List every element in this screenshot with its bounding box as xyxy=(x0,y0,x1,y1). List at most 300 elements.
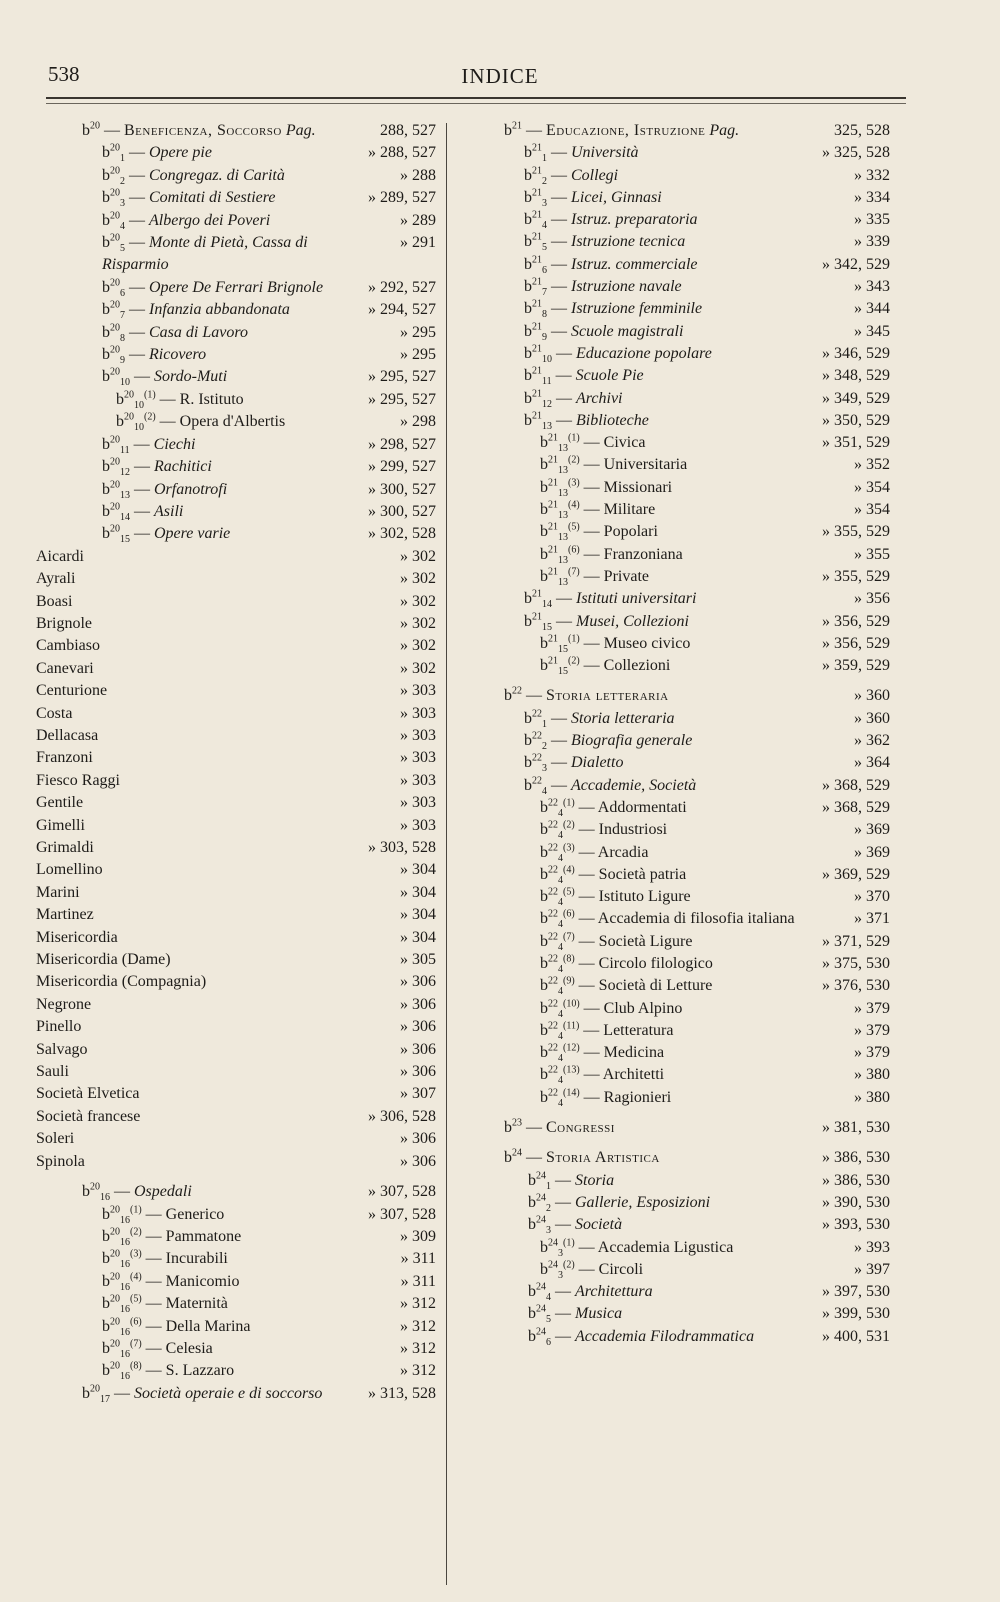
entry-code-sub: 17 xyxy=(100,1393,110,1405)
entry-pages: » 351, 529 xyxy=(822,434,890,452)
entry-code-suffix: (4) xyxy=(563,864,575,876)
entry-title: Maternità xyxy=(165,1295,228,1313)
entry-code-sup: 20 xyxy=(110,187,120,199)
entry-code-sup: 20 xyxy=(110,479,120,491)
index-entry xyxy=(36,815,436,837)
entry-code: b xyxy=(524,612,532,630)
entry-pages: » 393 xyxy=(854,1238,890,1256)
entry-code-suffix: (10) xyxy=(563,998,580,1010)
entry-pages: » 300, 527 xyxy=(368,502,436,520)
entry-title: Grimaldi xyxy=(36,839,94,856)
entry-code-sup: 22 xyxy=(548,842,558,854)
entry-code-sup: 24 xyxy=(548,1259,558,1271)
entry-pages: » 309 xyxy=(400,1227,436,1245)
entry-label xyxy=(36,1063,69,1080)
entry-title: Comitati di Sestiere xyxy=(149,189,276,207)
entry-pages: » 289, 527 xyxy=(368,189,436,207)
entry-pages: » 344 xyxy=(854,300,890,318)
entry-code-sup: 21 xyxy=(548,522,558,534)
entry-pages: » 356, 529 xyxy=(822,634,890,652)
entry-label xyxy=(540,819,668,842)
entry-code-sub: 4 xyxy=(558,1097,563,1109)
index-entry xyxy=(36,1338,436,1360)
entry-pages: » 332 xyxy=(854,166,890,184)
entry-code: b xyxy=(524,732,532,750)
entry-code-sub: 13 xyxy=(558,554,568,566)
entry-pages: » 349, 529 xyxy=(822,389,890,407)
entry-pages: » 291 xyxy=(400,234,436,252)
entry-code-sup: 21 xyxy=(548,432,558,444)
entry-dash: — xyxy=(522,1119,546,1137)
entry-dash: — xyxy=(110,1384,134,1402)
entry-label xyxy=(540,566,649,589)
entry-label xyxy=(36,973,206,990)
index-entry xyxy=(500,931,890,953)
index-entry xyxy=(36,546,436,568)
entry-code-suffix: (6) xyxy=(568,544,580,556)
entry-pages: » 303 xyxy=(400,682,436,700)
entry-title: Albergo dei Poveri xyxy=(149,211,271,229)
entry-title: Congregaz. di Carità xyxy=(149,166,285,184)
entry-pages: » 380 xyxy=(854,1066,890,1084)
index-entry xyxy=(500,655,890,677)
entry-dash: — xyxy=(551,1327,575,1345)
entry-label xyxy=(540,1259,644,1282)
entry-code-sub: 10 xyxy=(120,377,130,389)
entry-code-sup: 24 xyxy=(536,1192,546,1204)
entry-pages: » 364 xyxy=(854,754,890,772)
entry-code-sub: 2 xyxy=(542,741,547,753)
entry-title: Universitaria xyxy=(603,456,688,474)
entry-code-sup: 22 xyxy=(548,909,558,921)
entry-label xyxy=(36,794,83,811)
entry-label xyxy=(36,772,120,789)
index-entry xyxy=(500,588,890,610)
entry-code: b xyxy=(102,502,110,520)
entry-code-sub: 4 xyxy=(542,785,547,797)
entry-label xyxy=(102,299,290,322)
entry-dash: — xyxy=(551,1193,575,1211)
entry-dash: — xyxy=(547,754,571,772)
entry-label xyxy=(36,906,94,923)
entry-code-sup: 21 xyxy=(532,388,542,400)
entry-code-sub: 4 xyxy=(558,919,563,931)
entry-title: Canevari xyxy=(36,659,94,677)
index-entry xyxy=(500,410,890,432)
index-entry xyxy=(500,566,890,588)
entry-dash: — xyxy=(579,1088,604,1106)
index-entry xyxy=(500,886,890,908)
entry-label xyxy=(36,1085,140,1102)
entry-label xyxy=(36,1153,85,1170)
entry-code: b xyxy=(524,188,532,206)
index-entry xyxy=(36,658,436,680)
entry-code-sub: 4 xyxy=(546,1292,551,1304)
index-entry xyxy=(500,1147,890,1169)
entry-title: Asili xyxy=(154,502,184,520)
entry-title: Società xyxy=(575,1216,623,1234)
entry-code-sup: 21 xyxy=(532,142,542,154)
entry-pages: » 381, 530 xyxy=(822,1119,890,1137)
entry-dash: — xyxy=(579,456,604,474)
entry-label xyxy=(528,1281,653,1304)
entry-title: Scuole magistrali xyxy=(571,322,684,340)
entry-code-sup: 21 xyxy=(532,410,542,422)
entry-title: Ricovero xyxy=(149,346,207,364)
entry-label xyxy=(116,411,286,434)
entry-label xyxy=(524,321,684,343)
entry-code-sub: 12 xyxy=(120,467,130,479)
entry-code-sub: 4 xyxy=(558,897,563,909)
entry-title: Gentile xyxy=(36,794,84,812)
index-entry xyxy=(500,752,890,774)
entry-pages: » 375, 530 xyxy=(822,954,890,972)
entry-title: Istituto Ligure xyxy=(598,888,691,906)
entry-code-sup: 21 xyxy=(532,611,542,623)
entry-code-sup: 21 xyxy=(532,209,542,221)
entry-title: Architetti xyxy=(602,1066,665,1084)
entry-code-suffix: (1) xyxy=(144,389,156,401)
entry-code-sup: 22 xyxy=(532,752,542,764)
entry-code-sub: 13 xyxy=(558,487,568,499)
entry-label xyxy=(102,210,271,232)
entry-title: Militare xyxy=(603,501,656,519)
entry-pages: » 386, 530 xyxy=(822,1149,890,1167)
entry-code-sup: 22 xyxy=(548,953,558,965)
entry-pages: » 302 xyxy=(400,592,436,610)
index-entry xyxy=(36,971,436,993)
entry-pages: » 335 xyxy=(854,211,890,229)
entry-code-sup: 22 xyxy=(548,1087,558,1099)
entry-pages: » 298, 527 xyxy=(368,435,436,453)
index-entry xyxy=(36,479,436,501)
entry-title: Brignole xyxy=(36,614,92,632)
entry-dash: — xyxy=(551,1305,575,1323)
entry-label xyxy=(524,165,619,187)
index-entry xyxy=(36,1271,436,1293)
entry-code-sup: 21 xyxy=(548,455,558,467)
entry-label xyxy=(102,1293,228,1316)
entry-pages: 288, 527 xyxy=(380,122,436,139)
entry-label xyxy=(102,1271,240,1293)
entry-code-sub: 13 xyxy=(558,465,568,477)
index-entry xyxy=(500,1087,890,1109)
entry-label xyxy=(102,1316,251,1338)
entry-code-sup: 20 xyxy=(110,523,120,535)
entry-dash: — xyxy=(574,798,598,816)
entry-code: b xyxy=(102,435,110,453)
index-entry xyxy=(36,456,436,478)
entry-label xyxy=(524,410,649,433)
entry-pages: » 368, 529 xyxy=(822,798,890,816)
entry-code-suffix: (1) xyxy=(568,432,580,444)
entry-title: Medicina xyxy=(603,1044,665,1062)
entry-dash: — xyxy=(552,612,576,630)
entry-code: b xyxy=(540,523,548,541)
entry-title: Pammatone xyxy=(165,1227,242,1245)
entry-pages: » 304 xyxy=(400,861,436,879)
entry-pages: » 298 xyxy=(400,413,436,431)
entry-label xyxy=(36,884,80,901)
entry-pages: » 288 xyxy=(400,166,436,184)
entry-code-sup: 20 xyxy=(110,277,120,289)
entry-label xyxy=(102,501,184,524)
entry-label xyxy=(540,864,687,886)
entry-code-sup: 22 xyxy=(512,686,522,698)
entry-code-sup: 21 xyxy=(512,120,522,132)
index-entry xyxy=(500,1020,890,1042)
index-entry xyxy=(36,635,436,657)
entry-dash: — xyxy=(547,322,571,340)
entry-code-sup: 20 xyxy=(110,1248,120,1260)
index-entry xyxy=(500,254,890,276)
entry-dash: — xyxy=(125,166,149,184)
entry-dash: — xyxy=(579,657,604,675)
entry-code-sup: 21 xyxy=(548,477,558,489)
entry-title: Fiesco Raggi xyxy=(36,771,120,789)
entry-code: b xyxy=(82,1384,90,1402)
entry-dash: — xyxy=(574,977,599,995)
entry-label xyxy=(540,998,683,1020)
entry-pages: » 312 xyxy=(400,1362,436,1380)
entry-code-suffix: (2) xyxy=(568,655,580,667)
entry-code-sub: 16 xyxy=(120,1371,130,1383)
entry-code-sup: 20 xyxy=(110,367,120,379)
entry-code: b xyxy=(540,456,548,474)
entry-dash: — xyxy=(579,478,604,496)
index-entry xyxy=(36,232,436,277)
entry-code: b xyxy=(102,480,110,498)
entry-title: Istituti universitari xyxy=(576,590,697,608)
entry-code: b xyxy=(540,567,548,585)
entry-title: Orfanotrofi xyxy=(154,480,228,498)
index-column-right xyxy=(500,120,890,1348)
entry-code: b xyxy=(504,687,512,705)
entry-code-sup: 20 xyxy=(110,1271,120,1283)
entry-code-sub: 15 xyxy=(542,621,552,633)
index-entry xyxy=(500,343,890,365)
entry-code-sub: 16 xyxy=(120,1259,130,1271)
entry-title: Centurione xyxy=(36,682,108,700)
index-entry xyxy=(500,120,890,142)
entry-code-sub: 10 xyxy=(134,422,144,434)
entry-code: b xyxy=(116,390,124,408)
entry-pages: » 352 xyxy=(854,456,890,474)
entry-code-sub: 6 xyxy=(120,288,125,300)
entry-title: Letteratura xyxy=(603,1021,674,1039)
entry-dash: — xyxy=(155,390,180,408)
entry-code: b xyxy=(102,346,110,364)
entry-label xyxy=(102,1204,225,1226)
entry-code: b xyxy=(102,458,110,476)
entry-code: b xyxy=(116,413,124,431)
entry-pages: » 397 xyxy=(854,1260,890,1278)
index-entry xyxy=(36,927,436,949)
entry-code-sub: 10 xyxy=(134,400,144,412)
entry-pages: » 356 xyxy=(854,590,890,608)
index-entry xyxy=(500,276,890,298)
entry-title: Misericordia (Dame) xyxy=(36,951,171,969)
entry-pages: » 303 xyxy=(400,704,436,722)
entry-label xyxy=(540,544,683,566)
entry-pages: » 348, 529 xyxy=(822,367,890,385)
index-entry xyxy=(500,1064,890,1086)
entry-code-sup: 20 xyxy=(110,232,120,244)
entry-code: b xyxy=(540,501,548,519)
entry-code-sup: 22 xyxy=(548,864,558,876)
index-entry xyxy=(500,231,890,253)
entry-code-sup: 21 xyxy=(532,588,542,600)
entry-dash: — xyxy=(141,1250,166,1268)
entry-code-suffix: (1) xyxy=(568,633,580,645)
entry-title: Accademia Filodrammatica xyxy=(575,1327,755,1345)
entry-dash: — xyxy=(551,367,576,385)
entry-dash: — xyxy=(579,567,604,585)
entry-pages: » 305 xyxy=(400,951,436,969)
entry-title: Educazione popolare xyxy=(576,344,712,362)
entry-dash: — xyxy=(155,413,180,431)
index-entry xyxy=(36,1181,436,1203)
entry-code: b xyxy=(102,189,110,207)
index-entry xyxy=(500,1326,890,1348)
index-entry xyxy=(500,1042,890,1064)
entry-code: b xyxy=(102,166,110,184)
entry-code-sup: 21 xyxy=(532,232,542,244)
entry-code-sub: 10 xyxy=(542,354,552,366)
entry-pages: » 325, 528 xyxy=(822,144,890,162)
entry-title: Congressi xyxy=(546,1119,615,1137)
entry-code-sub: 11 xyxy=(542,376,552,388)
entry-title: Beneficenza, Soccorso xyxy=(124,122,282,139)
entry-code: b xyxy=(102,278,110,296)
entry-pages: » 345 xyxy=(854,322,890,340)
entry-dash: — xyxy=(579,1066,603,1084)
entry-code: b xyxy=(528,1327,536,1345)
entry-dash: — xyxy=(579,434,604,452)
entry-code-suffix: (6) xyxy=(563,909,575,921)
index-entry xyxy=(500,1192,890,1214)
entry-dash: — xyxy=(574,843,598,861)
entry-code-sub: 16 xyxy=(100,1192,110,1204)
entry-dash: — xyxy=(547,166,571,184)
entry-title: Boasi xyxy=(36,592,73,610)
index-entry xyxy=(500,908,890,930)
entry-label xyxy=(524,611,689,633)
entry-label xyxy=(540,842,649,864)
entry-code: b xyxy=(540,932,548,950)
entry-label xyxy=(524,142,639,165)
entry-code: b xyxy=(82,1183,90,1201)
entry-pages: » 362 xyxy=(854,732,890,750)
entry-label xyxy=(102,187,276,210)
entry-code-sub: 13 xyxy=(558,443,568,455)
index-entry xyxy=(500,998,890,1020)
entry-label xyxy=(540,1237,734,1259)
entry-code-suffix: (5) xyxy=(130,1293,142,1305)
entry-dash: — xyxy=(579,634,604,652)
entry-code-sup: 24 xyxy=(548,1237,558,1249)
entry-title: Storia xyxy=(575,1171,615,1189)
entry-code-suffix: (8) xyxy=(130,1361,142,1373)
entry-code-sub: 3 xyxy=(558,1270,563,1282)
entry-label xyxy=(102,1361,235,1383)
entry-label xyxy=(36,1018,81,1035)
entry-pages: » 379 xyxy=(854,1021,890,1039)
entry-label xyxy=(102,344,207,367)
entry-pages: » 303, 528 xyxy=(368,839,436,856)
entry-dash: — xyxy=(130,502,154,520)
entry-code-suffix: (1) xyxy=(563,1237,575,1249)
entry-title: Opera d'Albertis xyxy=(179,413,286,431)
index-entry xyxy=(500,1214,890,1236)
entry-label xyxy=(524,708,675,730)
entry-code: b xyxy=(102,234,110,252)
entry-code-suffix: (2) xyxy=(568,455,580,467)
index-entry xyxy=(36,434,436,456)
entry-code-sub: 4 xyxy=(558,830,563,842)
entry-code-sup: 21 xyxy=(548,499,558,511)
entry-title: Scuole Pie xyxy=(575,367,644,385)
entry-code-sub: 3 xyxy=(546,1225,551,1237)
index-entry xyxy=(500,975,890,997)
entry-pages: » 302 xyxy=(400,570,436,588)
entry-title: Club Alpino xyxy=(603,999,683,1017)
index-entry xyxy=(36,187,436,209)
entry-dash: — xyxy=(125,278,149,296)
entry-label xyxy=(36,951,171,968)
entry-code: b xyxy=(540,1088,548,1106)
entry-code-sup: 22 xyxy=(548,975,558,987)
entry-label xyxy=(36,682,107,699)
entry-label xyxy=(528,1192,711,1215)
entry-code-sub: 3 xyxy=(542,763,547,775)
entry-title: Cambiaso xyxy=(36,637,100,655)
entry-code-sup: 20 xyxy=(110,1293,120,1305)
entry-label xyxy=(540,522,658,544)
entry-code-sup: 23 xyxy=(512,1117,522,1129)
entry-title: Misericordia (Compagnia) xyxy=(36,973,207,991)
index-entry xyxy=(36,411,436,433)
entry-code-sup: 24 xyxy=(536,1326,546,1338)
entry-code: b xyxy=(524,255,532,273)
entry-code-sup: 20 xyxy=(110,322,120,334)
entry-code: b xyxy=(102,211,110,229)
entry-code-sup: 22 xyxy=(548,886,558,898)
entry-dash: — xyxy=(579,523,604,541)
entry-label xyxy=(524,209,698,232)
entry-title: Celesia xyxy=(165,1339,213,1357)
entry-code-sub: 14 xyxy=(542,599,552,611)
entry-title: Musei, Collezioni xyxy=(576,612,689,630)
entry-title: Popolari xyxy=(603,523,658,541)
entry-label xyxy=(524,343,712,366)
entry-pages: » 369 xyxy=(854,821,890,839)
entry-code-sup: 21 xyxy=(548,655,558,667)
entry-code-suffix: (8) xyxy=(563,953,575,965)
entry-dash: — xyxy=(547,144,571,162)
index-entry xyxy=(36,1293,436,1315)
entry-code-sub: 1 xyxy=(542,153,547,165)
entry-pages: » 306 xyxy=(400,973,436,991)
entry-dash: — xyxy=(125,144,149,162)
entry-code-sup: 21 xyxy=(532,343,542,355)
entry-code-sup: 20 xyxy=(124,411,134,423)
entry-pages: » 304 xyxy=(400,883,436,901)
entry-code: b xyxy=(524,754,532,772)
index-entry xyxy=(500,142,890,164)
entry-code-sub: 1 xyxy=(546,1180,551,1192)
entry-label xyxy=(504,1119,615,1136)
